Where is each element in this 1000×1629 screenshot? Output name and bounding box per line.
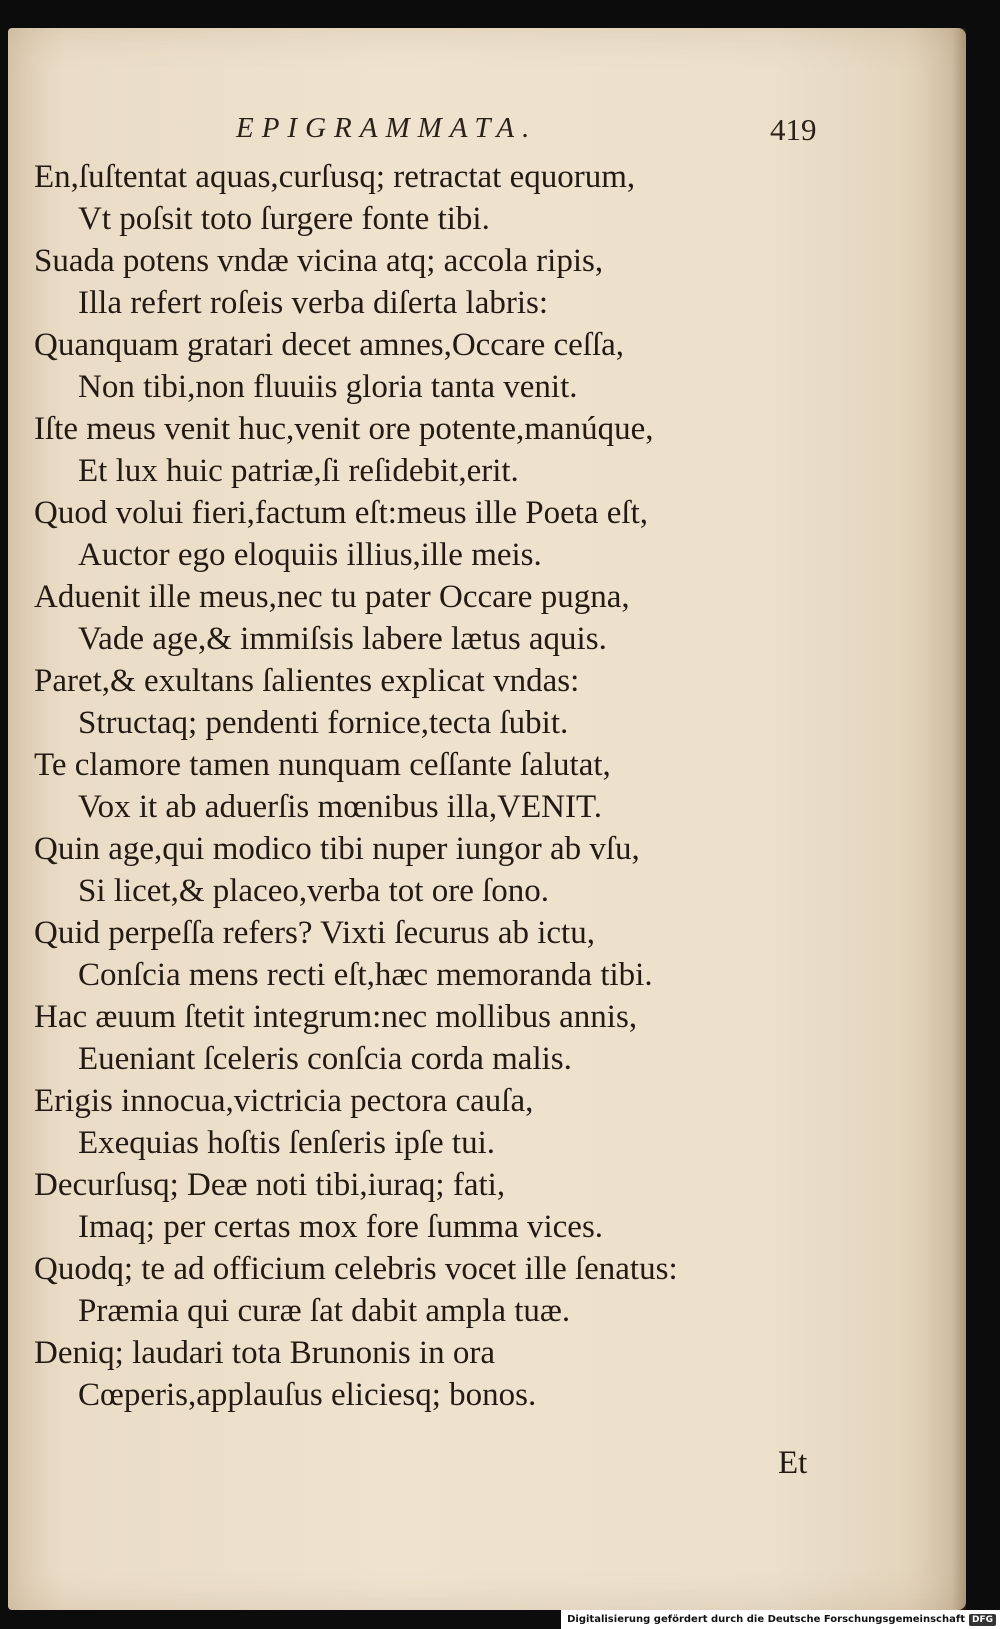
verse-line: Cœperis,applauſus eliciesq; bonos. (78, 1377, 537, 1413)
dfg-logo: DFG (969, 1614, 996, 1626)
verse-line: Vox it ab aduerſis mœnibus illa,VENIT. (78, 789, 602, 825)
digitization-credit-text: Digitalisierung gefördert durch die Deutsche Forschungsgemeinschaft (567, 1614, 965, 1625)
verse-line: Si licet,& placeo,verba tot ore ſono. (78, 873, 550, 909)
verse-line: Illa refert roſeis verba diſerta labris: (78, 285, 549, 321)
verse-line: En,ſuſtentat aquas,curſusq; retractat equorum, (34, 159, 636, 195)
verse-line: Quod volui fieri,factum eſt:meus ille Poeta eſt, (34, 495, 649, 531)
verse-line: Imaq; per certas mox fore ſumma vices. (78, 1209, 604, 1245)
verse-text-block (34, 156, 834, 1416)
catchword: Et (778, 1445, 808, 1481)
verse-line: Erigis innocua,victricia pectora cauſa, (34, 1083, 534, 1119)
digitization-credit-bar (561, 1610, 1000, 1629)
verse-line: Hac æuum ſtetit integrum:nec mollibus annis, (34, 999, 638, 1035)
verse-line: Suada potens vndæ vicina atq; accola ripis, (34, 243, 604, 279)
verse-line: Structaq; pendenti fornice,tecta ſubit. (78, 705, 569, 741)
page-edge-shadow (952, 28, 966, 1610)
verse-line: Aduenit ille meus,nec tu pater Occare pugna, (34, 579, 630, 615)
verse-line: Præmia qui curæ ſat dabit ampla tuæ. (78, 1293, 571, 1329)
verse-line: Auctor ego eloquiis illius,ille meis. (78, 537, 542, 573)
running-head: EPIGRAMMATA. (236, 112, 538, 144)
verse-line: Deniq; laudari tota Brunonis in ora (34, 1335, 495, 1371)
verse-line: Paret,& exultans ſalientes explicat vndas: (34, 663, 580, 699)
verse-line: Exequias hoſtis ſenſeris ipſe tui. (78, 1125, 496, 1161)
verse-line: Vt poſsit toto ſurgere fonte tibi. (78, 201, 490, 237)
verse-line: Te clamore tamen nunquam ceſſante ſalutat, (34, 747, 611, 783)
verse-line: Quid perpeſſa refers? Vixti ſecurus ab ictu, (34, 915, 595, 951)
verse-line: Quodq; te ad officium celebris vocet ille ſenatus: (34, 1251, 678, 1287)
verse-line: Non tibi,non fluuiis gloria tanta venit. (78, 369, 578, 405)
book-page (8, 28, 966, 1610)
verse-line: Et lux huic patriæ,ſi reſidebit,erit. (78, 453, 519, 489)
verse-line: Quanquam gratari decet amnes,Occare ceſſa, (34, 327, 625, 363)
verse-line: Quin age,qui modico tibi nuper iungor ab vſu, (34, 831, 640, 867)
page-number: 419 (770, 112, 817, 147)
verse-line: Iſte meus venit huc,venit ore potente,manúque, (34, 411, 654, 447)
verse-line: Decurſusq; Deæ noti tibi,iuraq; fati, (34, 1167, 506, 1203)
verse-line: Eueniant ſceleris conſcia corda malis. (78, 1041, 572, 1077)
verse-line: Conſcia mens recti eſt,hæc memoranda tibi. (78, 957, 653, 993)
verse-line: Vade age,& immiſsis labere lætus aquis. (78, 621, 607, 657)
